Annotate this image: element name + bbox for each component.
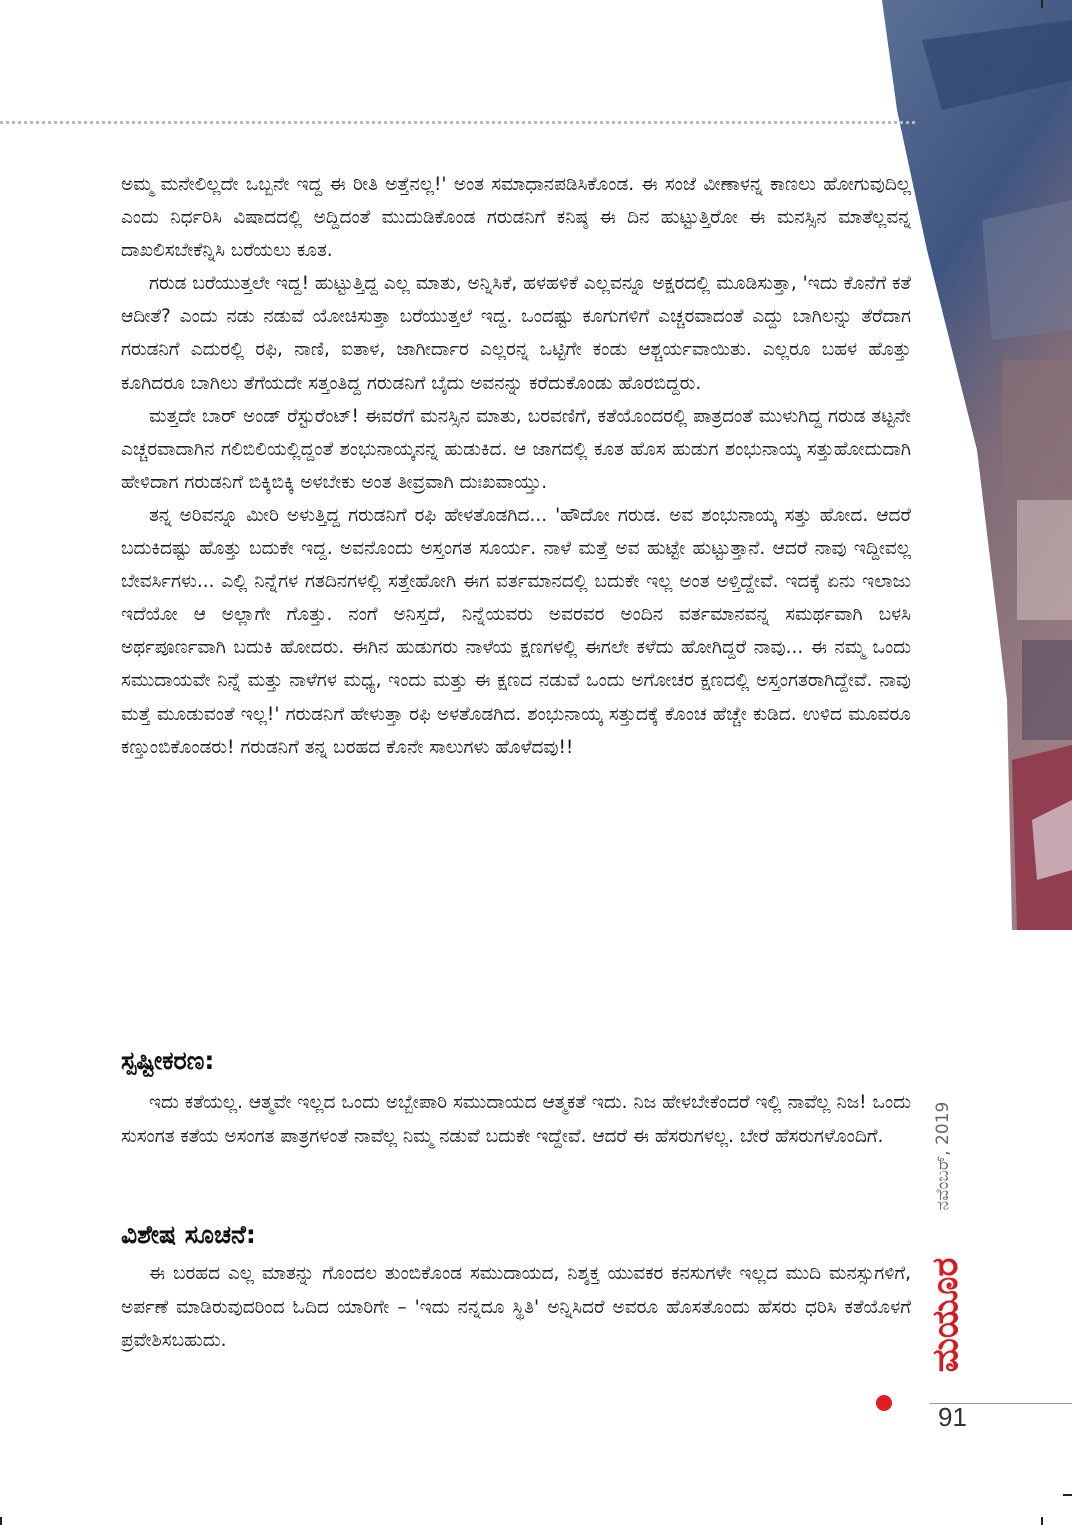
crop-mark [1041,0,1043,8]
special-note-heading: ವಿಶೇಷ ಸೂಚನೆ: [121,1220,256,1249]
crop-mark [1041,1517,1043,1525]
crop-mark [1063,1494,1072,1496]
clarification-text: ಇದು ಕತೆಯಲ್ಲ. ಆತ್ಮವೇ ಇಲ್ಲದ ಒಂದು ಅಬ್ಬೇಪಾರಿ ಸಮುದಾಯದ ಆತ್ಮಕತೆ ಇದು. ನಿಜ ಹೇಳಬೇಕೆಂದರೆ ಇಲ್ಲಿ ನಾವೆಲ್ಲ ನಿಜ! ಒಂದು ಸುಸಂಗತ ಕತೆಯ ಅಸಂಗತ ಪಾತ್ರಗಳಂತೆ ನಾವೆಲ್ಲ ನಿಮ್ಮ ನಡುವೆ ಬದುಕೇ ಇದ್ದೇವೆ. ಆದರೆ ಈ ಹೆಸರುಗಳಲ್ಲ. ಬೇರೆ ಹೆಸರುಗಳೊಂದಿಗೆ. [121,1092,911,1147]
page-number: 91 [938,1402,967,1432]
special-note-text: ಈ ಬರಹದ ಎಲ್ಲ ಮಾತನ್ನು ಗೊಂದಲ ತುಂಬಿಕೊಂಡ ಸಮುದಾಯದ, ನಿಶ್ಶಕ್ತ ಯುವಕರ ಕನಸುಗಳೇ ಇಲ್ಲದ ಮುದಿ ಮನಸ್ಸುಗಳಿಗೆ, ಅರ್ಪಣೆ ಮಾಡಿರುವುದರಿಂದ ಓದಿದ ಯಾರಿಗೇ – 'ಇದು ನನ್ನದೂ ಸ್ಥಿತಿ' ಅನ್ನಿಸಿದರೆ ಅವರೂ ಹೊಸತೊಂದು ಹೆಸರು ಧರಿಸಿ ಕತೆಯೊಳಗೆ ಪ್ರವೇಶಿಸಬಹುದು. [121,1263,911,1351]
red-dot-marker [876,1395,892,1411]
dotted-rule [0,121,915,124]
magazine-name: ಮಯೂರ [925,1257,966,1373]
story-paragraph: ಮತ್ತದೇ ಬಾರ್ ಅಂಡ್ ರೆಸ್ಟುರೆಂಟ್! ಈವರೆಗೆ ಮನಸ್ಸಿನ ಮಾತು, ಬರವಣಿಗೆ, ಕತೆಯೊಂದರಲ್ಲಿ ಪಾತ್ರದಂತೆ ಮುಳುಗಿದ್ದ ಗರುಡ ತಟ್ಟನೇ ಎಚ್ಚರವಾದಾಗಿನ ಗಲಿಬಿಲಿಯಲ್ಲಿದ್ದಂತೆ ಶಂಭುನಾಯ್ಕನನ್ನ ಹುಡುಕಿದ. ಆ ಜಾಗದಲ್ಲಿ ಕೂತ ಹೊಸ ಹುಡುಗ ಶಂಭುನಾಯ್ಕ ಸತ್ತುಹೋದುದಾಗಿ ಹೇಳಿದಾಗ ಗರುಡನಿಗೆ ಬಿಕ್ಕಿಬಿಕ್ಕಿ ಅಳಬೇಕು ಅಂತ ತೀವ್ರವಾಗಿ ದುಃಖವಾಯ್ತು. [121,405,911,493]
story-paragraph: ಅಮ್ಮ ಮನೇಲಿಲ್ಲದೇ ಒಬ್ಬನೇ ಇದ್ದ ಈ ರೀತಿ ಅತ್ತೆನಲ್ಲ!' ಅಂತ ಸಮಾಧಾನಪಡಿಸಿಕೊಂಡ. ಈ ಸಂಜೆ ವೀಣಾಳನ್ನ ಕಾಣಲು ಹೋಗುವುದಿಲ್ಲ ಎಂದು ನಿರ್ಧರಿಸಿ ವಿಷಾದದಲ್ಲಿ ಅದ್ದಿದಂತೆ ಮುದುಡಿಕೊಂಡ ಗರುಡನಿಗೆ ಕನಿಷ್ಠ ಈ ದಿನ ಹುಟ್ಟುತ್ತಿರೋ ಈ ಮನಸ್ಸಿನ ಮಾತೆಲ್ಲವನ್ನ ದಾಖಲಿಸಬೇಕೆನ್ನಿಸಿ ಬರೆಯಲು ಕೂತ. [121,174,911,262]
issue-date [925,1090,961,1222]
story-paragraph: ತನ್ನ ಅರಿವನ್ನೂ ಮೀರಿ ಅಳುತ್ತಿದ್ದ ಗರುಡನಿಗೆ ರಫಿ ಹೇಳತೊಡಗಿದ... 'ಹೌದೋ ಗರುಡ. ಅವ ಶಂಭುನಾಯ್ಕ ಸತ್ತು ಹೋದ. ಆದರೆ ಬದುಕಿದಷ್ಟು ಹೊತ್ತು ಬದುಕೇ ಇದ್ದ. ಅವನೊಂದು ಅಸ್ತಂಗತ ಸೂರ್ಯ. ನಾಳೆ ಮತ್ತೆ ಅವ ಹುಟ್ಟೇ ಹುಟ್ಟುತ್ತಾನೆ. ಆದರೆ ನಾವು ಇದ್ದೀವಲ್ಲ ಬೇವರ್ಸಿಗಳು... ಎಲ್ಲಿ ನಿನ್ನೆಗಳ ಗತದಿನಗಳಲ್ಲಿ ಸತ್ತೇಹೋಗಿ ಈಗ ವರ್ತಮಾನದಲ್ಲಿ ಬದುಕೇ ಇಲ್ಲ ಅಂತ ಅಳ್ತಿದ್ದೇವೆ. ಇದಕ್ಕೆ ಏನು ಇಲಾಜು ಇದೆಯೋ ಆ ಅಲ್ಲಾಗೇ ಗೊತ್ತು. ನಂಗೆ ಅನಿಸ್ತದೆ, ನಿನ್ನೆಯವರು ಅವರವರ ಅಂದಿನ ವರ್ತಮಾನವನ್ನ ಸಮರ್ಥವಾಗಿ ಬಳಸಿ ಅರ್ಥಪೂರ್ಣವಾಗಿ ಬದುಕಿ ಹೋದರು. ಈಗಿನ ಹುಡುಗರು ನಾಳೆಯ ಕ್ಷಣಗಳಲ್ಲಿ ಈಗಲೇ ಕಳೆದು ಹೋಗಿದ್ದರೆ ನಾವು... ಈ ನಮ್ಮ ಒಂದು ಸಮುದಾಯವೇ ನಿನ್ನೆ ಮತ್ತು ನಾಳೆಗಳ ಮಧ್ಯ, ಇಂದು ಮತ್ತು ಈ ಕ್ಷಣದ ನಡುವೆ ಒಂದು ಅಗೋಚರ ಕ್ಷಣದಲ್ಲಿ ಅಸ್ತಂಗತರಾಗಿದ್ದೇವೆ. ನಾವು ಮತ್ತೆ ಮೂಡುವಂತೆ ಇಲ್ಲ!' ಗರುಡನಿಗೆ ಹೇಳುತ್ತಾ ರಫಿ ಅಳತೊಡಗಿದ. ಶಂಭುನಾಯ್ಕ ಸತ್ತುದಕ್ಕೆ ಕೊಂಚ ಹೆಚ್ಚೇ ಕುಡಿದ. ಉಳಿದ ಮೂವರೂ ಕಣ್ತುಂಬಿಕೊಂಡರು! ಗರುಡನಿಗೆ ತನ್ನ ಬರಹದ ಕೊನೇ ಸಾಲುಗಳು ಹೊಳೆದವು!! [121,504,911,758]
story-body [121,168,911,764]
magazine-logo [918,1240,974,1390]
clarification-heading: ಸ್ಪಷ್ಟೀಕರಣ: [121,1046,215,1075]
story-paragraph: ಗರುಡ ಬರೆಯುತ್ತಲೇ ಇದ್ದ! ಹುಟ್ಟುತ್ತಿದ್ದ ಎಲ್ಲ ಮಾತು, ಅನ್ನಿಸಿಕೆ, ಹಳಹಳಿಕೆ ಎಲ್ಲವನ್ನೂ ಅಕ್ಷರದಲ್ಲಿ ಮೂಡಿಸುತ್ತಾ, 'ಇದು ಕೊನೆಗೆ ಕತೆ ಆದೀತೆ? ಎಂದು ನಡು ನಡುವೆ ಯೋಚಿಸುತ್ತಾ ಬರೆಯುತ್ತಲೆ ಇದ್ದ. ಒಂದಷ್ಟು ಕೂಗುಗಳಿಗೆ ಎಚ್ಚರವಾದಂತೆ ಎದ್ದು ಬಾಗಿಲನ್ನು ತೆರೆದಾಗ ಗರುಡನಿಗೆ ಎದುರಲ್ಲಿ ರಫಿ, ನಾಣಿ, ಐತಾಳ, ಜಾಗೀರ್ದಾರ ಎಲ್ಲರನ್ನ ಒಟ್ಟಿಗೇ ಕಂಡು ಆಶ್ಚರ್ಯವಾಯಿತು. ಎಲ್ಲರೂ ಬಹಳ ಹೊತ್ತು ಕೂಗಿದರೂ ಬಾಗಿಲು ತೆಗೆಯದೇ ಸತ್ತಂತಿದ್ದ ಗರುಡನಿಗೆ ಬೈದು ಅವನನ್ನು ಕರೆದುಕೊಂಡು ಹೊರಬಿದ್ದರು. [121,273,911,394]
crop-mark [0,1517,2,1525]
issue-date-text: ನವೆಂಬರ್, 2019 [933,1101,953,1211]
